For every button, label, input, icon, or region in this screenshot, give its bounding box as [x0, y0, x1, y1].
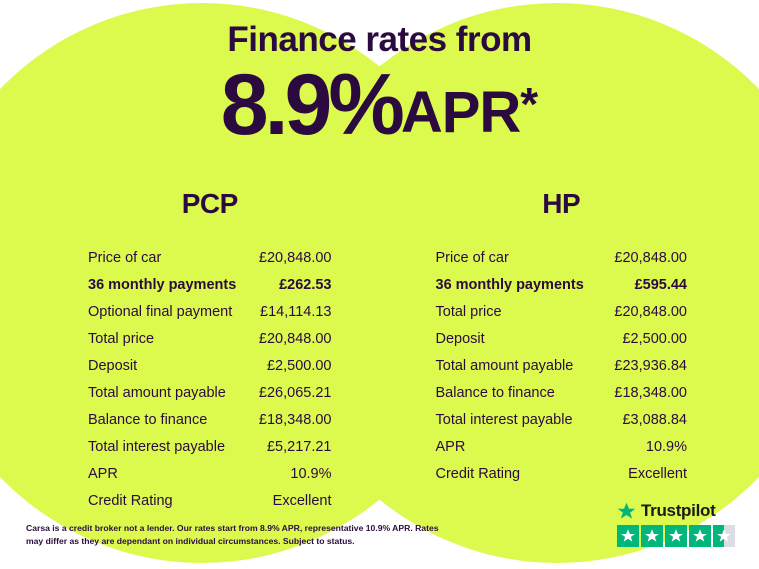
row-label: Total amount payable — [435, 357, 574, 374]
row-value: £20,848.00 — [614, 249, 687, 266]
star-icon — [689, 525, 711, 547]
headline-rate — [0, 57, 759, 153]
row-value: £595.44 — [634, 276, 687, 293]
row-label: Credit Rating — [435, 465, 521, 482]
table-row — [88, 460, 332, 487]
row-value: £18,348.00 — [258, 411, 332, 428]
row-label: Total price — [88, 330, 155, 347]
table-row — [88, 271, 332, 298]
table-row — [88, 379, 332, 406]
row-label: 36 monthly payments — [435, 276, 584, 293]
row-label: Deposit — [88, 357, 138, 374]
row-label: Balance to finance — [435, 384, 555, 401]
table-row — [88, 487, 332, 514]
row-value: £18,348.00 — [614, 384, 687, 401]
row-value: £20,848.00 — [258, 330, 332, 347]
row-label: Optional final payment — [88, 303, 233, 320]
table-row — [436, 244, 688, 271]
row-label: Total amount payable — [88, 384, 226, 401]
disclaimer-text: Carsa is a credit broker not a lender. Our rates start from 8.9% APR, representative 10.9% APR. Rates may differ as they are dependant on individual circumstances. Subject to status. — [26, 523, 439, 546]
row-label: Price of car — [88, 249, 162, 266]
row-value: Excellent — [628, 465, 687, 482]
row-value: £3,088.84 — [622, 411, 687, 428]
table-row — [88, 325, 332, 352]
row-value: 10.9% — [290, 465, 332, 482]
row-label: Balance to finance — [88, 411, 208, 428]
row-label: APR — [88, 465, 118, 482]
row-label: 36 monthly payments — [88, 276, 237, 293]
table-row — [436, 433, 688, 460]
table-row — [436, 271, 688, 298]
row-value: £23,936.84 — [614, 357, 687, 374]
headline-rate-apr: APR — [400, 80, 521, 145]
trustpilot-logo — [617, 501, 737, 521]
pcp-column — [0, 188, 380, 514]
star-icon — [617, 525, 639, 547]
headline-rate-asterisk: * — [520, 78, 539, 130]
table-row — [436, 298, 688, 325]
hp-column — [380, 188, 759, 514]
star-icon — [641, 525, 663, 547]
row-value: £20,848.00 — [614, 303, 687, 320]
row-value: £20,848.00 — [258, 249, 332, 266]
row-label: Total interest payable — [435, 411, 573, 428]
row-label: Credit Rating — [88, 492, 173, 509]
table-row — [88, 406, 332, 433]
table-row — [436, 379, 688, 406]
row-value: £14,114.13 — [260, 303, 332, 320]
row-value: £5,217.21 — [266, 438, 332, 455]
trustpilot-star-rating — [617, 525, 737, 547]
row-label: Deposit — [435, 330, 485, 347]
table-row — [88, 298, 332, 325]
headline-rate-number: 8.9% — [220, 57, 401, 153]
trustpilot-star-icon — [617, 502, 636, 521]
table-row — [436, 325, 688, 352]
page-title: Finance rates from — [227, 20, 532, 59]
table-row — [436, 460, 688, 487]
row-value: £26,065.21 — [258, 384, 332, 401]
row-label: Price of car — [435, 249, 509, 266]
trustpilot-rating — [617, 501, 737, 547]
trustpilot-label: Trustpilot — [641, 501, 716, 520]
table-row — [436, 406, 688, 433]
row-value: £2,500.00 — [622, 330, 687, 347]
table-row — [88, 244, 332, 271]
row-value: £262.53 — [279, 276, 332, 293]
table-row — [436, 352, 688, 379]
star-icon — [665, 525, 687, 547]
table-row — [88, 433, 332, 460]
row-value: Excellent — [272, 492, 332, 509]
star-half-icon — [713, 525, 735, 547]
row-label: Total price — [435, 303, 502, 320]
row-label: Total interest payable — [88, 438, 226, 455]
row-label: APR — [435, 438, 466, 455]
finance-tables — [0, 188, 759, 514]
table-row — [88, 352, 332, 379]
row-value: 10.9% — [645, 438, 687, 455]
row-value: £2,500.00 — [266, 357, 332, 374]
hp-title: HP — [542, 188, 581, 219]
pcp-title: PCP — [181, 188, 238, 219]
